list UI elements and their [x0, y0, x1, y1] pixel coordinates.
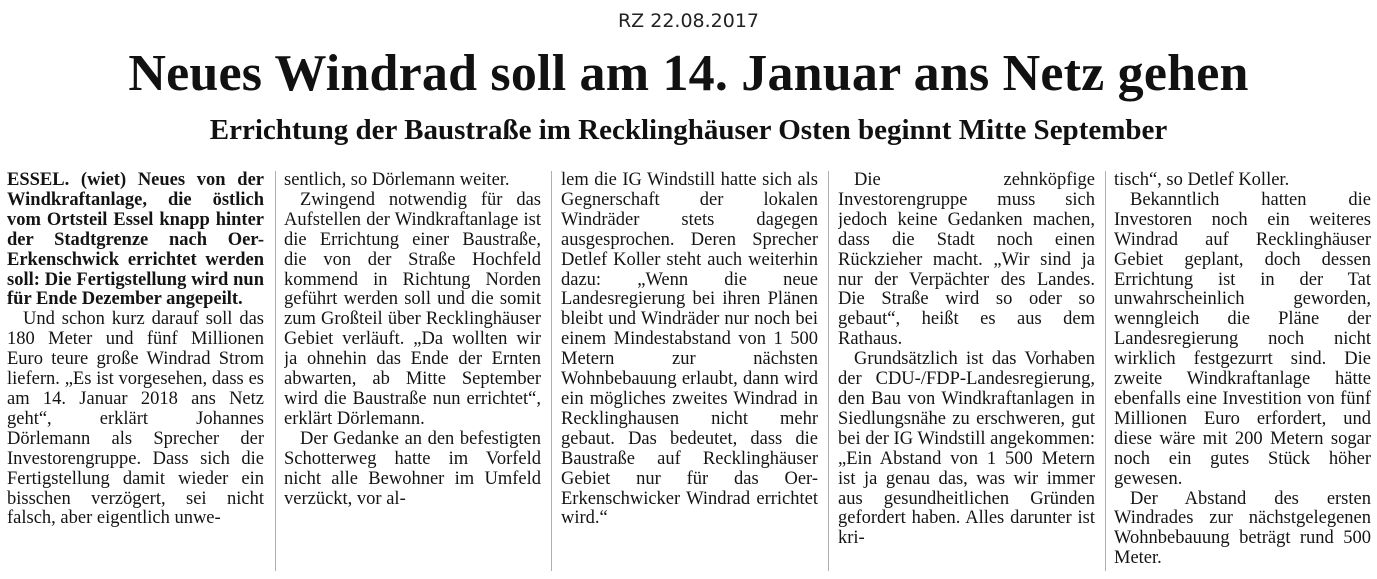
body-paragraph: Und schon kurz darauf soll das 180 Meter und fünf Millionen Euro teure große Windrad Strom liefern. „Es ist vorgesehen, dass es am 14. Januar 2018 ans Netz geht“, erklärt Johannes Dörlemann als Sprecher der Investorengruppe. Dass sich die Fertigstellung damit wieder ein bisschen verzögert, sei nicht falsch, aber eigentlich unwe-	[7, 309, 264, 529]
column-divider	[275, 171, 276, 571]
body-paragraph: Bekanntlich hatten die Investoren noch ein weiteres Windrad auf Recklinghäuser Gebiet geplant, doch dessen Errichtung ist in der Tat unwahrscheinlich geworden, wenngleich die Pläne der Landesregierung noch nicht wirklich festgezurrt sind. Die zweite Windkraftanlage hätte ebenfalls eine Investition von fünf Millionen Euro erfordert, und diese wäre mit 200 Metern sogar noch ein gutes Stück höher gewesen.	[1114, 189, 1371, 489]
article-column-2	[284, 171, 541, 579]
body-paragraph: sentlich, so Dörlemann weiter.	[284, 171, 510, 190]
column-divider	[1105, 171, 1106, 571]
column-divider	[551, 171, 552, 571]
subheadline: Errichtung der Baustraße im Recklinghäuser Osten beginnt Mitte September	[209, 114, 1168, 146]
source-date: RZ 22.08.2017	[617, 10, 760, 32]
article-column-4	[838, 171, 1095, 579]
lead-paragraph: ESSEL. (wiet) Neues von der Windkraftanlage, die östlich vom Ortsteil Essel knapp hinter der Stadtgrenze nach Oer-Erkenschwick errichtet werden soll: Die Fertigstellung wird nun für Ende Dezember angepeilt.	[7, 171, 264, 310]
article-column-1	[7, 171, 264, 579]
body-paragraph: Zwingend notwendig für das Aufstellen der Windkraftanlage ist die Errichtung einer Baustraße, die von der Straße Hochfeld kommend in Richtung Norden geführt werden soll und die somit zum Großteil über Recklinghäuser Gebiet verläuft. „Da wollten wir ja ohnehin das Ende der Ernten abwarten, ab Mitte September wird die Baustraße nun errichtet“, erklärt Dörlemann.	[284, 189, 541, 429]
column-divider	[828, 171, 829, 571]
body-paragraph: Die zehnköpfige Investorengruppe muss sich jedoch keine Gedanken machen, dass die Stadt noch einen Rückzieher macht. „Wir sind ja nur der Verpächter des Landes. Die Straße wird so oder so gebaut“, heißt es aus dem Rathaus.	[838, 171, 1095, 350]
headline: Neues Windrad soll am 14. Januar ans Netz gehen	[128, 45, 1249, 102]
body-paragraph: Grundsätzlich ist das Vorhaben der CDU-/FDP-Landesregierung, den Bau von Windkraftanlagen in Siedlungsnähe zu erschweren, gut bei der IG Windstill angekommen: „Ein Abstand von 1 500 Metern ist ja genau das, was wir immer aus gesundheitlichen Gründen gefordert haben. Alles darunter ist kri-	[838, 349, 1095, 549]
article-column-5	[1114, 171, 1371, 579]
body-paragraph: Der Gedanke an den befestigten Schotterweg hatte im Vorfeld nicht alle Bewohner im Umfeld verzückt, vor al-	[284, 428, 541, 509]
body-paragraph: Der Abstand des ersten Windrades zur nächstgelegenen Wohnbebauung beträgt rund 500 Meter.	[1114, 488, 1371, 569]
body-paragraph: lem die IG Windstill hatte sich als Gegnerschaft der lokalen Windräder stets dagegen ausgesprochen. Deren Sprecher Detlef Koller steht auch weiterhin dazu: „Wenn die neue Landesregierung bei ihren Plänen bleibt und Windräder nur noch bei einem Mindestabstand von 1 500 Metern zur nächsten Wohnbebauung erlaubt, dann wird ein mögliches zweites Windrad in Recklinghausen nicht mehr gebaut. Das bedeutet, dass die Baustraße auf Recklinghäuser Gebiet nur für das Oer-Erkenschwicker Windrad errichtet wird.“	[561, 171, 818, 529]
body-paragraph: tisch“, so Detlef Koller.	[1114, 171, 1290, 190]
article-column-3	[561, 171, 818, 579]
